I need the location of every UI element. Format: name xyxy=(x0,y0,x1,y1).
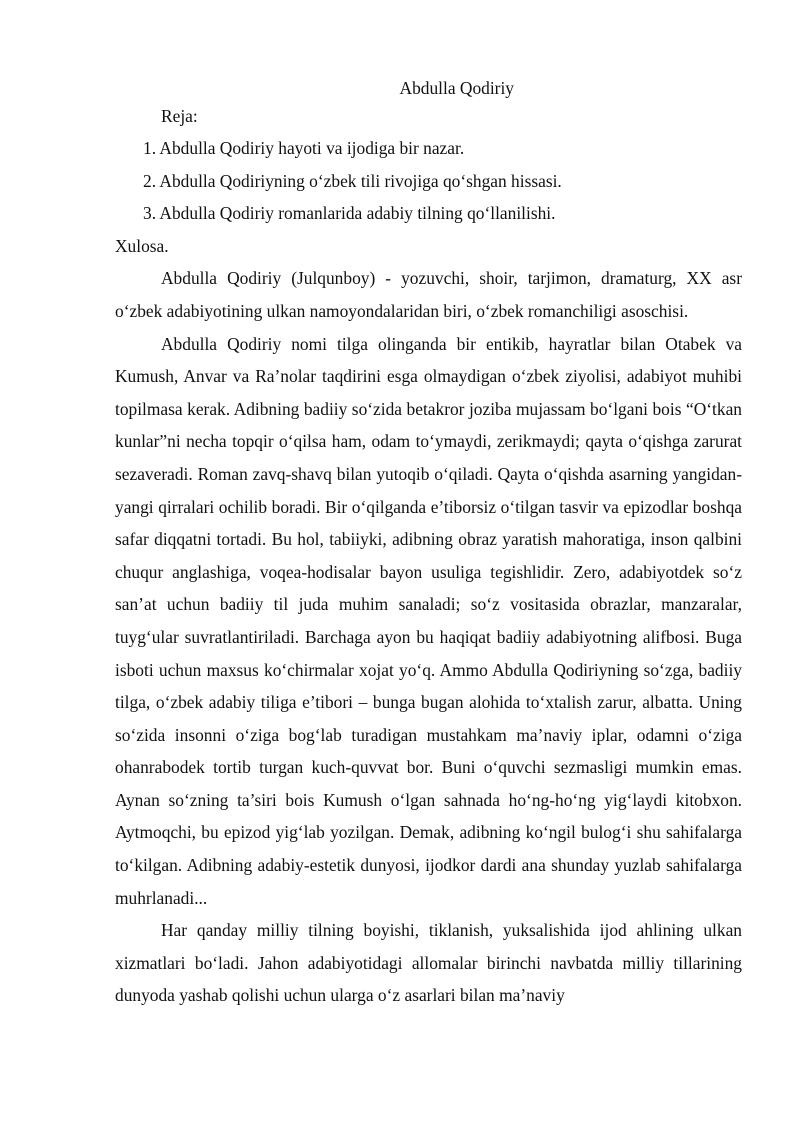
plan-item: 3. Abdulla Qodiriy romanlarida adabiy tilning qo‘llanilishi. xyxy=(143,203,556,224)
paragraph: Abdulla Qodiriy (Julqunboy) - yozuvchi, shoir, tarjimon, dramaturg, XX asr o‘zbek adabiyotining ulkan namoyondalaridan biri, o‘zbek romanchiligi asoschisi. xyxy=(115,268,742,321)
document-title: Abdulla Qodiriy xyxy=(399,78,514,98)
plan-item: 2. Abdulla Qodiriyning o‘zbek tili rivojiga qo‘shgan hissasi. xyxy=(143,170,562,191)
document-body xyxy=(115,74,742,1012)
plan-item: 1. Abdulla Qodiriy hayoti va ijodiga bir nazar. xyxy=(143,138,465,158)
paragraph: Abdulla Qodiriy nomi tilga olinganda bir entikib, hayratlar bilan Otabek va Kumush, Anvar va Ra’nolar taqdirini esga olmaydigan o‘zbek ziyolisi, adabiyot muhibi topilmasa kerak. Adibning badiiy so‘zida betakror joziba mujassam bo‘lgani bois “O‘tkan kunlar”ni necha topqir o‘qilsa ham, odam to‘ymaydi, zerikmaydi; qayta o‘qishga zarurat sezaveradi. Roman zavq-shavq bilan yutoqib o‘qiladi. Qayta o‘qishda asarning yangidan-yangi qirralari ochilib boradi. Bir o‘qilganda e’tiborsiz o‘tilgan tasvir va epizodlar boshqa safar diqqatni tortadi. Bu hol, tabiiyki, adibning obraz yaratish mahoratiga, inson qalbini chuqur anglashiga, voqea-hodisalar bayon usuliga tegishlidir. Zero, adabiyotdek so‘z san’at uchun badiiy til juda muhim sanaladi; so‘z vositasida obrazlar, manzaralar, tuyg‘ular suvratlantiriladi. Barchaga ayon bu haqiqat badiiy adabiyotning alifbosi. Buga isboti uchun maxsus ko‘chirmalar xojat yo‘q. Ammo Abdulla Qodiriyning so‘zga, badiiy tilga, o‘zbek adabiy tiliga e’tibori – bunga bugan alohida to‘xtalish zarur, albatta. Uning so‘zida insonni o‘ziga bog‘lab turadigan mustahkam ma’naviy iplar, odamni o‘ziga ohanrabodek tortib turgan kuch-quvvat bor. Buni o‘quvchi sezmasligi mumkin emas. Aynan so‘zning ta’siri bois Kumush o‘lgan sahnada ho‘ng-ho‘ng yig‘laydi kitobxon. Aytmoqchi, bu epizod yig‘lab yozilgan. Demak, adibning ko‘ngil bulog‘i shu sahifalarga to‘kilgan. Adibning adabiy-estetik dunyosi, ijodkor dardi ana shunday yuzlab sahifalarga muhrlanadi... xyxy=(115,333,742,908)
paragraph: Har qanday milliy tilning boyishi, tiklanish, yuksalishida ijod ahlining ulkan xizmatlari bo‘ladi. Jahon adabiyotidagi allomalar birinchi navbatda milliy tillarining dunyoda yashab qolishi uchun ularga o‘z asarlari bilan ma’naviy xyxy=(115,920,742,1006)
conclusion-label: Xulosa. xyxy=(115,235,169,256)
plan-list xyxy=(115,132,742,230)
plan-heading: Reja: xyxy=(161,106,198,126)
